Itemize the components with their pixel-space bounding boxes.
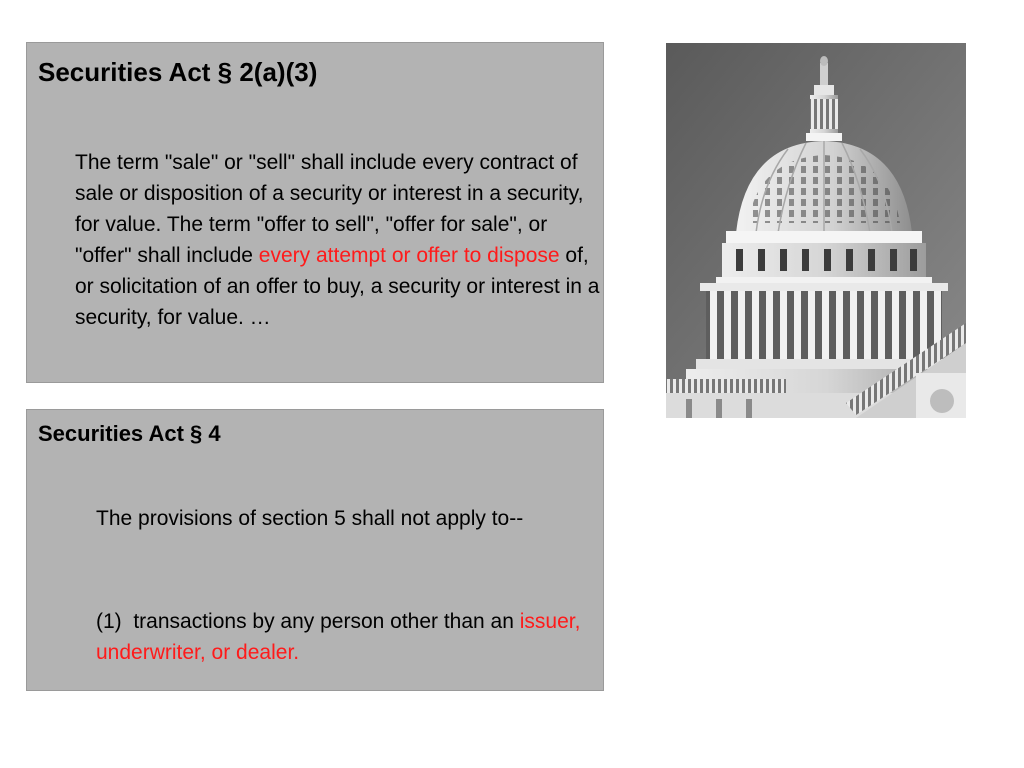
section-2a3-title: Securities Act § 2(a)(3)	[38, 57, 318, 87]
section-4-title: Securities Act § 4	[38, 421, 221, 446]
section-4-item	[96, 606, 586, 668]
section-2a3-highlight: every attempt or offer to dispose	[258, 244, 560, 267]
section-4-item-number: (1)	[96, 610, 122, 633]
section-2a3-box	[26, 42, 604, 383]
section-2a3-body	[75, 147, 600, 333]
section-4-item-text: transactions by any person other than an	[133, 610, 520, 633]
section-4-intro: The provisions of section 5 shall not apply to--	[96, 507, 524, 530]
section-2a3-text-after: of, or solicitation of an offer to buy, a security or interest in a security, for value. …	[75, 244, 600, 329]
capitol-dome-photo	[666, 43, 966, 418]
section-4-item-highlight: issuer, underwriter, or dealer.	[96, 610, 581, 664]
section-4-box	[26, 409, 604, 691]
section-2a3-text-before: The term "sale" or "sell" shall include every contract of sale or disposition of a security or interest in a security, for value. The term "offer to sell", "offer for sale", or "offer" shall include	[75, 151, 584, 267]
